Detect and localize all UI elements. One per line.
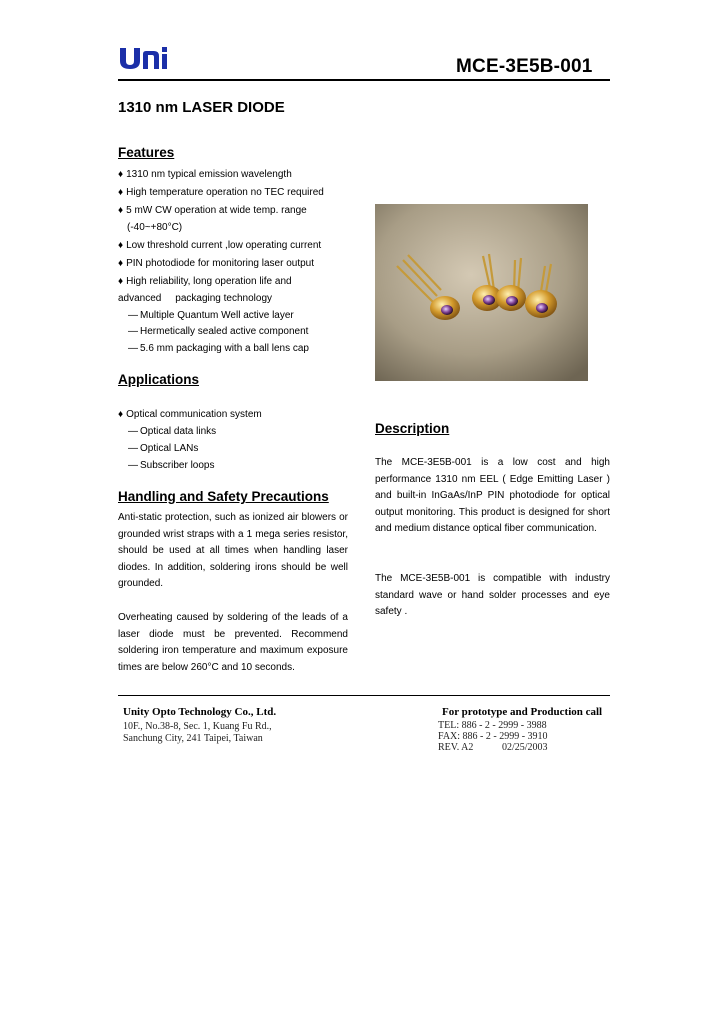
feature-subitem: — 5.6 mm packaging with a ball lens cap [128,343,309,354]
footer-address-line-1: 10F., No.38-8, Sec. 1, Kuang Fu Rd., [123,721,272,732]
footer-date: 02/25/2003 [502,742,548,753]
part-number: MCE-3E5B-001 [456,56,593,77]
feature-item-continuation: (-40~+80°C) [127,222,183,233]
footer-tel: TEL: 886 - 2 - 2999 - 3988 [438,720,547,731]
handling-paragraph-1: Anti-static protection, such as ionized air blowers or grounded wrist straps with a 1 mega series resistor, should be used at all times when handling laser diodes. In addition, soldering irons should be well grounded. [118,512,348,590]
feature-item-continuation: advanced packaging technology [118,293,272,304]
feature-item: ♦ High temperature operation no TEC required [118,187,324,198]
handling-paragraph-2: Overheating caused by soldering of the leads of a laser diode must be prevented. Recommend soldering iron temperature and maximum exposure times are below 260°C and 10 seconds. [118,612,348,673]
feature-item: ♦ PIN photodiode for monitoring laser output [118,258,314,269]
description-paragraph-1: The MCE-3E5B-001 is a low cost and high performance 1310 nm EEL ( Edge Emitting Laser ) and built-in InGaAs/InP PIN photodiode for optical output monitoring. This product is designed for short and medium distance optical fiber communication. [375,457,610,535]
feature-item: ♦ 1310 nm typical emission wavelength [118,169,292,180]
uni-logo [118,44,178,70]
application-item: ♦ Optical communication system [118,409,262,420]
document-title: 1310 nm LASER DIODE [118,99,285,116]
feature-item: ♦ Low threshold current ,low operating current [118,240,322,251]
application-subitem: — Subscriber loops [128,460,215,471]
footer-fax: FAX: 886 - 2 - 2999 - 3910 [438,731,548,742]
footer-call-heading: For prototype and Production call [442,706,603,718]
header-rule [118,79,610,81]
feature-subitem: — Multiple Quantum Well active layer [128,310,294,321]
description-paragraph-2: The MCE-3E5B-001 is compatible with industry standard wave or hand solder processes and eye safety . [375,573,610,618]
application-subitem: — Optical LANs [128,443,199,454]
handling-heading: Handling and Safety Precautions [118,489,329,504]
applications-heading: Applications [118,372,200,387]
feature-subitem: — Hermetically sealed active component [128,326,309,337]
footer-revision: REV. A2 [438,742,474,753]
footer-company: Unity Opto Technology Co., Ltd. [123,706,277,718]
footer-rule [118,695,610,696]
feature-item: ♦ High reliability, long operation life and [118,276,292,287]
description-heading: Description [375,421,450,436]
feature-item: ♦ 5 mW CW operation at wide temp. range [118,205,307,216]
laser-diode-photo [375,204,588,381]
application-subitem: — Optical data links [128,426,217,437]
footer-address-line-2: Sanchung City, 241 Taipei, Taiwan [123,733,263,744]
features-heading: Features [118,145,175,160]
